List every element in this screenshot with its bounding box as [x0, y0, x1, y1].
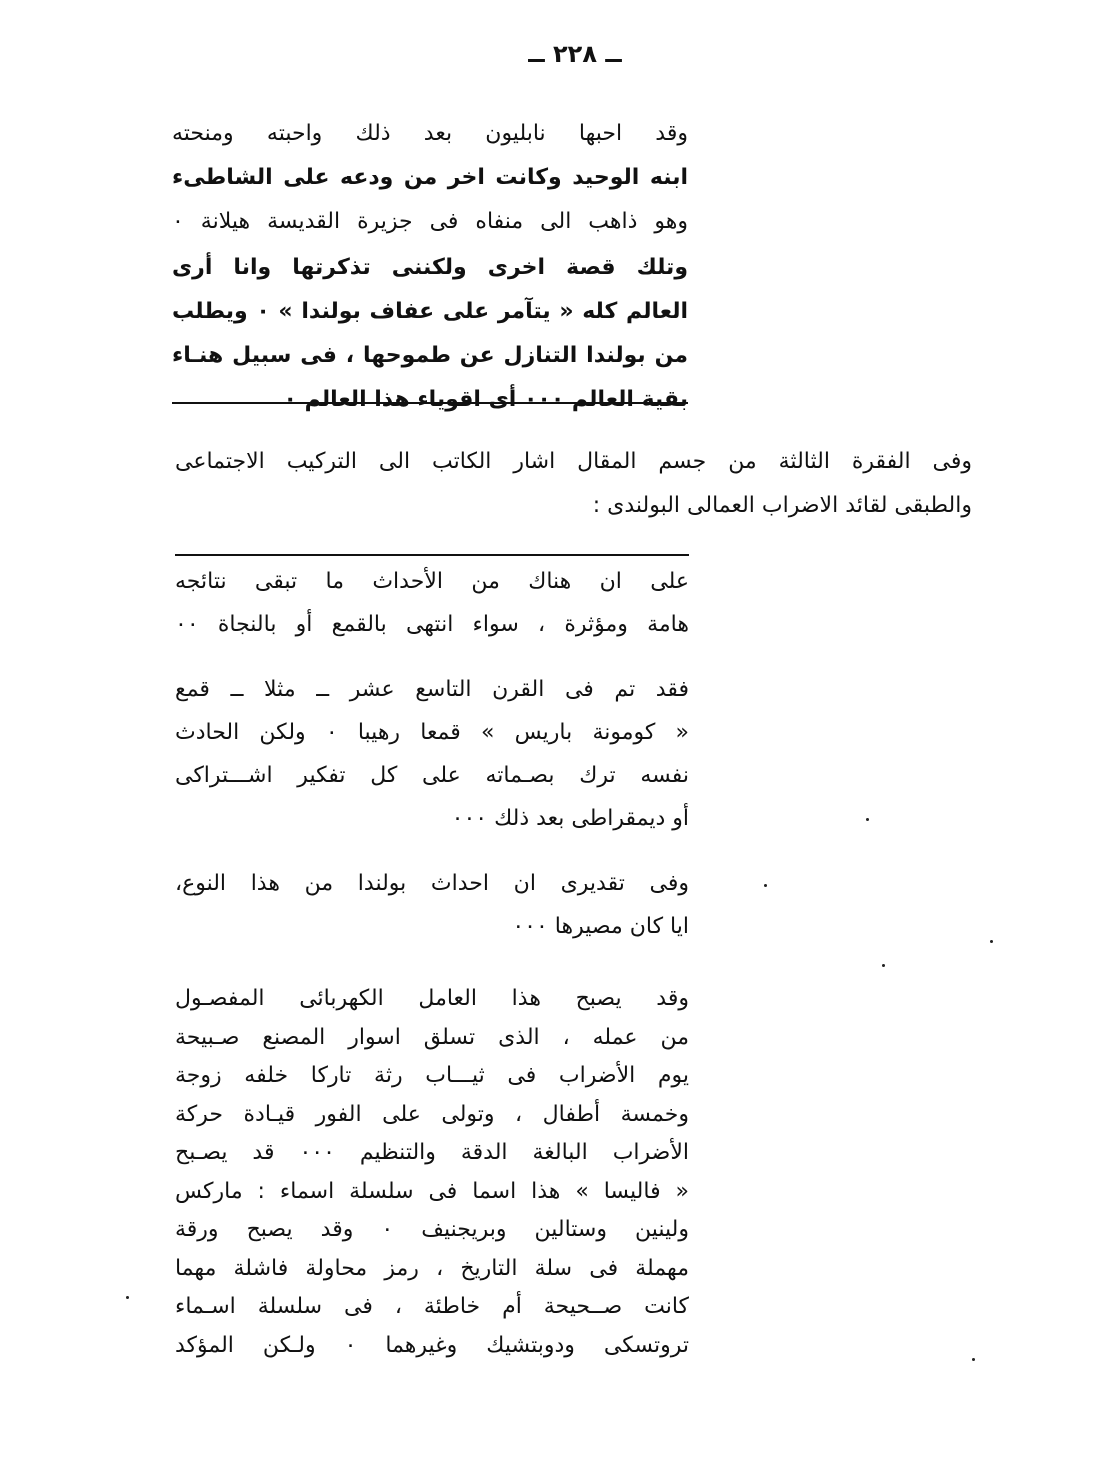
text-line: بقية العالم ٠٠٠ أى اقوياء هذا العالم ٠ — [283, 387, 688, 412]
text-line: وخمسة أطفال ، وتولى على الفور قيـادة حركة — [175, 1101, 689, 1127]
quote-paragraph — [175, 862, 689, 948]
text-line: يوم الأضراب فى ثيـــاب رثة تاركا خلفه زوجة — [175, 1063, 689, 1088]
scan-speck — [866, 818, 869, 821]
scan-speck — [126, 1296, 129, 1299]
quote-block-1 — [172, 112, 688, 422]
text-line: هامة ومؤثرة ، سواء انتهى بالقمع أو بالنجاة ٠٠ — [175, 612, 689, 637]
quote-paragraph — [172, 246, 688, 422]
text-line: ابنه الوحيد وكانت اخر من ودعه على الشاطىء — [172, 165, 688, 190]
separator-rule — [172, 402, 688, 404]
quote-block-2 — [175, 560, 689, 1365]
intro-paragraph — [175, 440, 972, 528]
text-line: ولينين وستالين وبريجنيف ٠ وقد يصبح ورقة — [175, 1217, 689, 1242]
quote-paragraph — [175, 668, 689, 840]
text-line: أو ديمقراطى بعد ذلك ٠٠٠ — [451, 806, 689, 831]
text-line: والطبقى لقائد الاضراب العمالى البولندى : — [592, 493, 972, 518]
text-line: من بولندا التنازل عن طموحها ، فى سبيل هنـاء — [172, 343, 688, 368]
text-line: العالم كله « يتآمر على عفاف بولندا » ٠ ويطلب — [172, 299, 688, 324]
text-line: مهملة فى سلة التاريخ ، رمز محاولة فاشلة مهما — [175, 1255, 689, 1281]
text-line: وتلك قصة اخرى ولكننى تذكرتها وانا أرى — [172, 255, 688, 280]
text-line: « فاليسا » هذا اسما فى سلسلة اسماء : ماركس — [175, 1178, 689, 1204]
text-line: تروتسكى ودوبتشيك وغيرهما ٠ ولـكن المؤكد — [175, 1332, 689, 1358]
text-line: كانت صــحيحة أم خاطئة ، فى سلسلة اسـماء — [175, 1294, 689, 1319]
text-line: وفى الفقرة الثالثة من جسم المقال اشار الكاتب الى التركيب الاجتماعى — [175, 449, 972, 474]
text-line: وقد يصبح هذا العامل الكهربائى المفصـول — [175, 986, 689, 1011]
text-line: فقد تم فى القرن التاسع عشر ــ مثلا ــ قمع — [175, 677, 689, 702]
page-number: ــ ٢٢٨ ــ — [528, 40, 622, 68]
text-line: ايا كان مصيرها ٠٠٠ — [512, 914, 689, 939]
quote-paragraph — [175, 560, 689, 646]
scan-speck — [972, 1358, 975, 1361]
text-line: الأضراب البالغة الدقة والتنظيم ٠٠٠ قد يصـبح — [175, 1140, 689, 1165]
text-line: وفى تقديرى ان احداث بولندا من هذا النوع، — [175, 871, 689, 896]
quote-paragraph — [175, 980, 689, 1365]
scan-speck — [990, 940, 993, 943]
quote-paragraph — [172, 112, 688, 244]
text-line: وهو ذاهب الى منفاه فى جزيرة القديسة هيلانة ٠ — [172, 209, 688, 234]
text-line: على ان هناك من الأحداث ما تبقى نتائجه — [175, 569, 689, 594]
text-line: من عمله ، الذى تسلق اسوار المصنع صـبيحة — [175, 1024, 689, 1050]
scan-speck — [764, 884, 767, 887]
text-line: وقد احبها نابليون بعد ذلك واحبته ومنحته — [172, 121, 688, 146]
text-line: « كومونة باريس » قمعا رهيبا ٠ ولكن الحادث — [175, 720, 689, 745]
separator-rule — [175, 554, 689, 556]
text-line: نفسه ترك بصـماته على كل تفكير اشـــتراكى — [175, 763, 689, 788]
scan-speck — [882, 964, 885, 967]
